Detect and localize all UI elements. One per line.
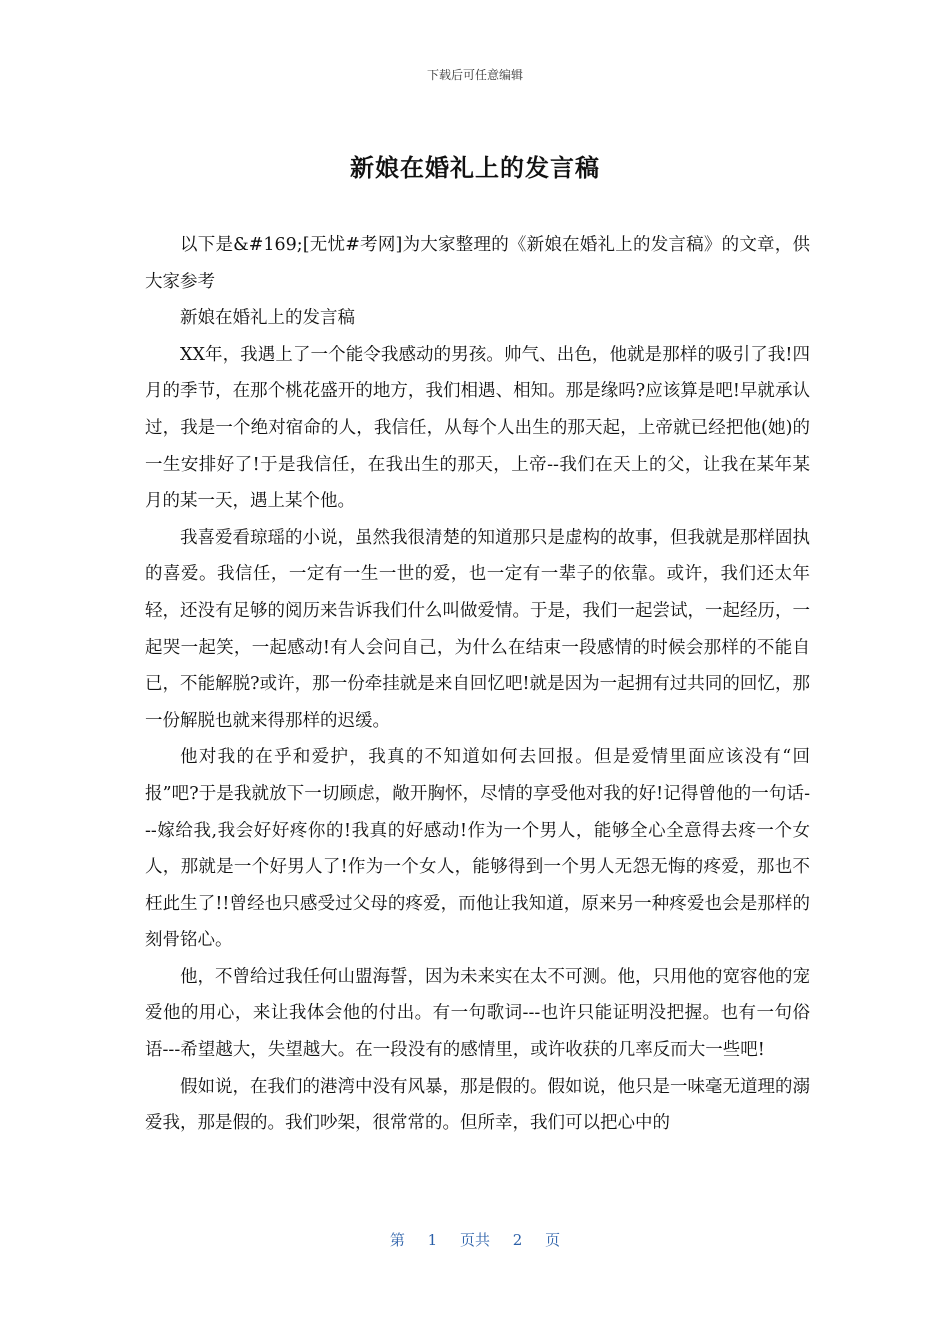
paragraph: 假如说，在我们的港湾中没有风暴，那是假的。假如说，他只是一味毫无道理的溺爱我，那是假的。我们吵架，很常常的。但所幸，我们可以把心中的 [145, 1076, 810, 1134]
paragraph-subtitle: 新娘在婚礼上的发言稿 [180, 308, 355, 329]
paragraph: XX年，我遇上了一个能令我感动的男孩。帅气、出色，他就是那样的吸引了我!四月的季节，在那个桃花盛开的地方，我们相遇、相知。那是缘吗?应该算是吧!早就承认过，我是一个绝对宿命的人，我信任，从每个人出生的那天起，上帝就已经把他(她)的一生安排好了!于是我信任，在我出生的那天，上帝--我们在天上的父，让我在某年某月的某一天，遇上某个他。 [145, 344, 810, 512]
paragraph: 我喜爱看琼瑶的小说，虽然我很清楚的知道那只是虚构的故事，但我就是那样固执的喜爱。我信任，一定有一生一世的爱，也一定有一辈子的依靠。或许，我们还太年轻，还没有足够的阅历来告诉我们什么叫做爱情。于是，我们一起尝试，一起经历，一起哭一起笑，一起感动!有人会问自己，为什么在结束一段感情的时候会那样的不能自已，不能解脱?或许，那一份牵挂就是来自回忆吧!就是因为一起拥有过共同的回忆，那一份解脱也就来得那样的迟缓。 [145, 527, 810, 731]
page-label-mid: 页共 [459, 1231, 490, 1249]
header-note: 下载后可任意编辑 [426, 68, 523, 82]
total-pages-number: 2 [512, 1231, 523, 1249]
page-footer [0, 1229, 950, 1250]
page-label-prefix: 第 [389, 1231, 405, 1249]
page-label-suffix: 页 [545, 1231, 561, 1249]
paragraph-intro: 以下是&#169;[无忧#考网]为大家整理的《新娘在婚礼上的发言稿》的文章，供大家参考 [145, 235, 810, 292]
document-body [145, 227, 810, 1142]
current-page-number: 1 [427, 1231, 438, 1249]
document-title: 新娘在婚礼上的发言稿 [350, 154, 600, 182]
paragraph: 他，不曾给过我任何山盟海誓，因为未来实在太不可测。他，只用他的宽容他的宠爱他的用心，来让我体会他的付出。有一句歌词---也许只能证明没把握。也有一句俗语---希望越大，失望越大。在一段没有的感情里，或许收获的几率反而大一些吧! [145, 966, 810, 1061]
paragraph: 他对我的在乎和爱护，我真的不知道如何去回报。但是爱情里面应该没有“回报”吧?于是我就放下一切顾虑，敞开胸怀，尽情的享受他对我的好!记得曾他的一句话---嫁给我,我会好好疼你的!我真的好感动!作为一个男人，能够全心全意得去疼一个女人，那就是一个好男人了!作为一个女人，能够得到一个男人无怨无悔的疼爱，那也不枉此生了!!曾经也只感受过父母的疼爱，而他让我知道，原来另一种疼爱也会是那样的刻骨铭心。 [145, 747, 810, 951]
